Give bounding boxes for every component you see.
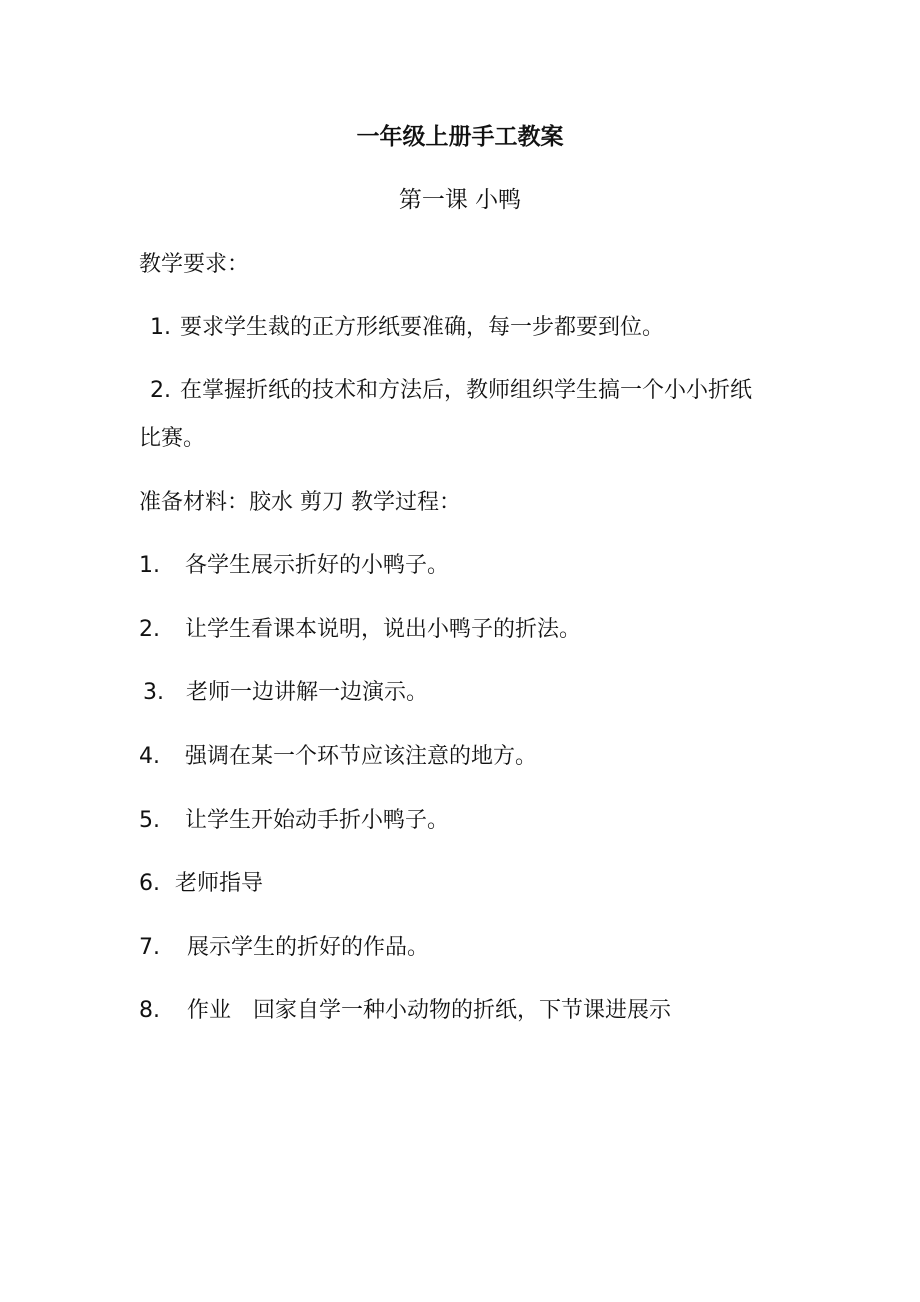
requirement-text: 要求学生裁的正方形纸要准确，每一步都要到位。 xyxy=(180,315,665,340)
requirement-number: 1. xyxy=(150,315,171,340)
step-text: 让学生看课本说明，说出小鸭子的折法。 xyxy=(185,617,582,642)
process-step xyxy=(139,615,581,645)
process-step xyxy=(139,869,263,899)
step-text: 让学生开始动手折小鸭子。 xyxy=(185,808,450,833)
requirement-number: 2. xyxy=(150,378,171,403)
process-step xyxy=(139,996,671,1026)
step-text: 各学生展示折好的小鸭子。 xyxy=(185,553,450,578)
process-step xyxy=(139,551,449,581)
requirements-heading: 教学要求： xyxy=(139,252,250,277)
step-text: 作业 xyxy=(187,998,232,1023)
document-title: 一年级上册手工教案 xyxy=(356,124,564,150)
step-number: 6. xyxy=(139,871,160,896)
requirement-text: 在掌握折纸的技术和方法后，教师组织学生搞一个小小折纸 xyxy=(180,378,753,403)
process-step xyxy=(143,678,428,708)
step-text-detail: 回家自学一种小动物的折纸，下节课进展示 xyxy=(253,998,672,1023)
requirement-item xyxy=(150,376,752,406)
step-number: 7. xyxy=(139,935,160,960)
step-number: 8. xyxy=(139,998,160,1023)
step-number: 2. xyxy=(139,617,160,642)
step-text: 展示学生的折好的作品。 xyxy=(187,935,430,960)
step-number: 3. xyxy=(143,680,164,705)
step-text: 老师指导 xyxy=(175,871,264,896)
step-text: 强调在某一个环节应该注意的地方。 xyxy=(185,744,538,769)
step-number: 5. xyxy=(139,808,160,833)
requirement-text-continuation: 比赛。 xyxy=(139,426,206,451)
materials-line: 准备材料：胶水 剪刀 教学过程： xyxy=(139,490,461,515)
process-step xyxy=(139,806,449,836)
step-number: 4. xyxy=(139,744,160,769)
process-step xyxy=(139,933,429,963)
step-text: 老师一边讲解一边演示。 xyxy=(186,680,429,705)
requirement-item xyxy=(150,313,664,343)
lesson-subtitle: 第一课 小鸭 xyxy=(398,187,522,213)
step-number: 1. xyxy=(139,553,160,578)
process-step xyxy=(139,742,537,772)
